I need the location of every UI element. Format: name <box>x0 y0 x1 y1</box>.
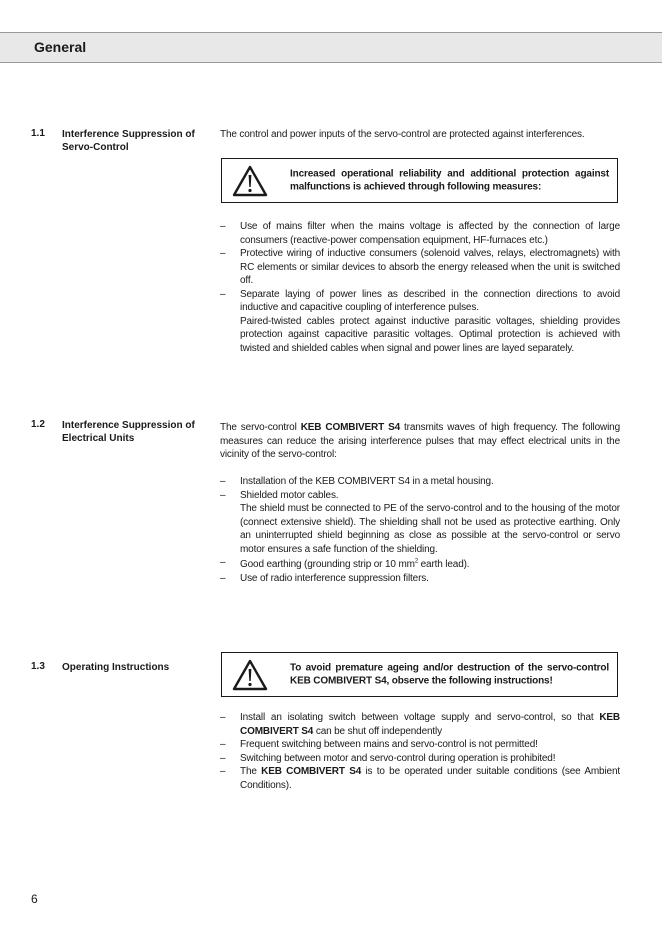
intro-text: The servo-control KEB COMBIVERT S4 transmits waves of high frequency. The following measures can reduce the arising interference pulses that may effect electrical units in the vicinity of the servo-control: <box>220 422 620 460</box>
list-item-text: Protective wiring of inductive consumers (solenoid valves, relays, electromagnets) with RC elements or similar devices to absorb the energy released when the unit is switched off. <box>240 248 620 286</box>
list-dash: – <box>220 476 226 487</box>
list-item <box>220 220 620 247</box>
list-dash: – <box>220 739 226 750</box>
section-number: 1.3 <box>31 661 45 672</box>
list-item <box>220 738 620 752</box>
list-dash: – <box>220 712 226 723</box>
list-item-text: The KEB COMBIVERT S4 is to be operated under suitable conditions (see Ambient Conditions). <box>240 766 620 791</box>
list-dash: – <box>220 248 226 259</box>
intro-text: The control and power inputs of the servo-control are protected against interferences. <box>220 129 585 140</box>
warning-triangle-icon <box>232 659 268 691</box>
list-item-text: Separate laying of power lines as described in the connection directions to avoid inductive and capacitive coupling of interference pulses. <box>240 288 620 313</box>
list-dash: – <box>220 288 226 300</box>
warning-box <box>221 652 618 697</box>
section-title: Interference Suppression of Servo-Control <box>62 129 195 153</box>
list-item-text: Installation of the KEB COMBIVERT S4 in a metal housing. <box>240 476 494 487</box>
list-dash: – <box>220 557 226 568</box>
list-item-text: Good earthing (grounding strip or 10 $mm^2$ earth lead). <box>240 559 470 571</box>
list-dash: – <box>220 766 226 777</box>
list-item <box>220 572 620 586</box>
list-item-text: Frequent switching between mains and servo-control is not permitted! <box>240 739 538 750</box>
list-item <box>220 765 620 792</box>
list-dash: – <box>220 572 226 584</box>
section-number: 1.2 <box>31 419 45 430</box>
list-item-text: Use of mains filter when the mains voltage is affected by the connection of large consumers (reactive-power compensation equipment, HF-furnaces etc.) <box>240 221 620 246</box>
page-title: General <box>34 39 87 55</box>
list-dash: – <box>220 489 226 501</box>
list-item <box>220 247 620 288</box>
list-item-text: Switching between motor and servo-control during operation is prohibited! <box>240 752 556 764</box>
list-item-subtext: The shield must be connected to PE of the servo-control and to the housing of the motor (connect extensive shield). The shielding shall not be used as protective earthing. Only an uninterrupted shield beginning as close as possible at the servo-control or servo motor ensures a safe function of the shielding. <box>240 503 620 555</box>
list-item-subtext: Paired-twisted cables protect against inductive parasitic voltages, shielding provides protection against capacitive parasitic voltages. Optimal protection is achieved with twisted and shielded cables when signal and power lines are layed separately. <box>240 315 620 354</box>
section-title: Operating Instructions <box>62 662 170 673</box>
list-item <box>220 288 620 356</box>
list-dash: – <box>220 752 226 764</box>
list-item <box>220 752 620 766</box>
section-number: 1.1 <box>31 128 45 139</box>
header-bar <box>0 32 662 63</box>
section-title: Interference Suppression of Electrical Units <box>62 420 195 444</box>
list-item-text: Install an isolating switch between voltage supply and servo-control, so that KEB COMBIVERT S4 can be shut off independently <box>240 712 620 737</box>
list-dash: – <box>220 221 226 232</box>
list-item-text: Use of radio interference suppression filters. <box>240 572 429 584</box>
list-item-text: Shielded motor cables. <box>240 489 339 501</box>
warning-text: To avoid premature ageing and/or destruction of the servo-control KEB COMBIVERT S4, observe the following instructions! <box>290 662 609 687</box>
measures-list <box>220 475 620 585</box>
product-name: KEB COMBIVERT S4 <box>261 766 362 777</box>
page-number: 6 <box>31 892 38 906</box>
warning-box <box>221 158 618 203</box>
product-name: KEB COMBIVERT S4 <box>300 422 401 433</box>
list-item <box>220 489 620 557</box>
warning-text: Increased operational reliability and additional protection against malfunctions is achieved through following measures: <box>290 168 609 193</box>
section-intro <box>220 128 620 142</box>
product-name: KEB COMBIVERT S4 <box>240 712 620 737</box>
measures-list <box>220 220 620 355</box>
warning-triangle-icon <box>232 165 268 197</box>
list-item <box>220 475 620 489</box>
list-item <box>220 556 620 572</box>
section-intro <box>220 421 620 462</box>
list-item <box>220 711 620 738</box>
instructions-list <box>220 711 620 792</box>
